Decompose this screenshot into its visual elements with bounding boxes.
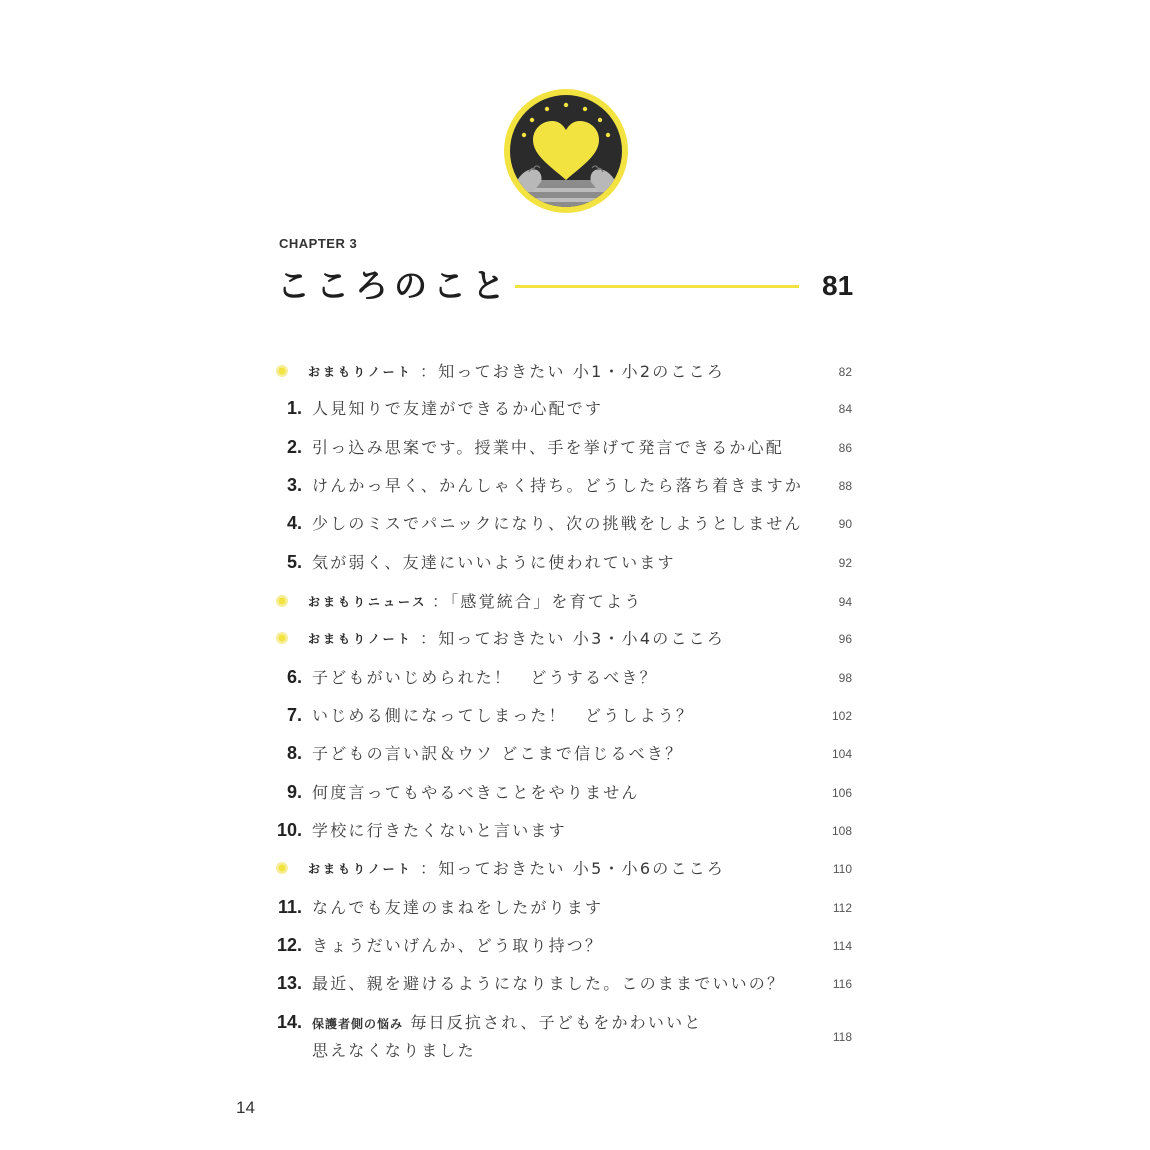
toc-text: なんでも友達のまねをしたがります [312,898,604,917]
toc-tag: おまもりニュース [308,595,428,609]
toc-number: 8. [286,743,302,763]
sparkle-icon [272,858,292,878]
page-folio: 14 [236,1098,255,1117]
toc-text-line-1 [312,1013,702,1034]
toc-text: 子どもがいじめられた！ どうするべき？ [312,668,658,687]
toc-text: 人見知りで友達ができるか心配です [312,399,604,418]
toc-page: 96 [838,632,852,646]
toc-number: 9. [286,782,302,802]
toc-page: 116 [832,977,852,991]
toc-number: 4. [286,513,302,533]
toc-number: 2. [286,437,302,457]
toc-page: 104 [831,747,852,761]
toc-number: 6. [286,667,302,687]
toc-tag: おまもりノート [308,632,413,646]
toc-page: 110 [832,862,852,876]
toc-text: 少しのミスでパニックになり、次の挑戦をしようとしません [312,514,803,533]
toc-text-line-2: 思えなくなりました [312,1041,476,1060]
chapter-page-number: 81 [822,270,854,301]
toc-number: 5. [286,552,302,572]
toc-page: 108 [831,824,852,838]
toc-text: 学校に行きたくないと言います [312,821,567,840]
toc-number: 14. [276,1012,302,1032]
toc-text: ：知っておきたい 小3・小4のこころ [420,629,726,648]
toc-page: 92 [838,556,852,570]
toc-subtag: 保護者側の悩み [312,1017,404,1031]
toc-page: 84 [838,402,852,416]
toc-number: 13. [276,973,302,993]
toc-page: 118 [832,1030,852,1044]
chapter-title: こころのこと [277,266,511,305]
toc-number: 7. [286,705,302,725]
toc-text: 最近、親を避けるようになりました。このままでいいの？ [312,974,786,993]
toc-text: ：知っておきたい 小1・小2のこころ [420,362,726,381]
toc-number: 11. [277,897,302,917]
toc-text: 子どもの言い訳＆ウソ どこまで信じるべき？ [312,744,684,763]
toc-text: 気が弱く、友達にいいように使われています [312,553,676,572]
toc-text: 毎日反抗され、子どもをかわいいと [410,1013,703,1032]
toc-tag: おまもりノート [308,862,413,876]
toc-text: 引っ込み思案です。授業中、手を挙げて発言できるか心配 [312,438,784,457]
toc-text: けんかっ早く、かんしゃく持ち。どうしたら落ち着きますか [312,476,804,495]
toc-text: きょうだいげんか、どう取り持つ？ [312,936,604,955]
toc-tag: おまもりノート [308,365,413,379]
toc-page: 86 [838,441,852,455]
toc-page: 106 [831,786,852,800]
toc-item[interactable] [270,1011,870,1067]
toc-text: ：知っておきたい 小5・小6のこころ [420,859,726,878]
toc-page: 94 [838,595,852,609]
toc-text: ：「感覚統合」を育てよう [432,592,643,611]
toc-number: 1. [286,398,302,418]
sparkle-icon [272,591,292,611]
toc-page: 102 [831,709,852,723]
toc-number: 12. [276,935,302,955]
toc-page: 112 [832,901,852,915]
toc-number: 3. [286,475,302,495]
sparkle-icon [272,361,292,381]
toc-page: 114 [832,939,852,953]
toc-page: 90 [838,517,852,531]
toc-page: 82 [838,365,852,379]
toc-text: 何度言ってもやるべきことをやりません [312,783,640,802]
toc-text: いじめる側になってしまった！ どうしよう？ [312,706,695,725]
toc-page: 88 [838,479,852,493]
toc-page: 98 [838,671,852,685]
sparkle-icon [272,628,292,648]
chapter-label: CHAPTER 3 [279,236,358,251]
toc-number: 10. [276,820,302,840]
